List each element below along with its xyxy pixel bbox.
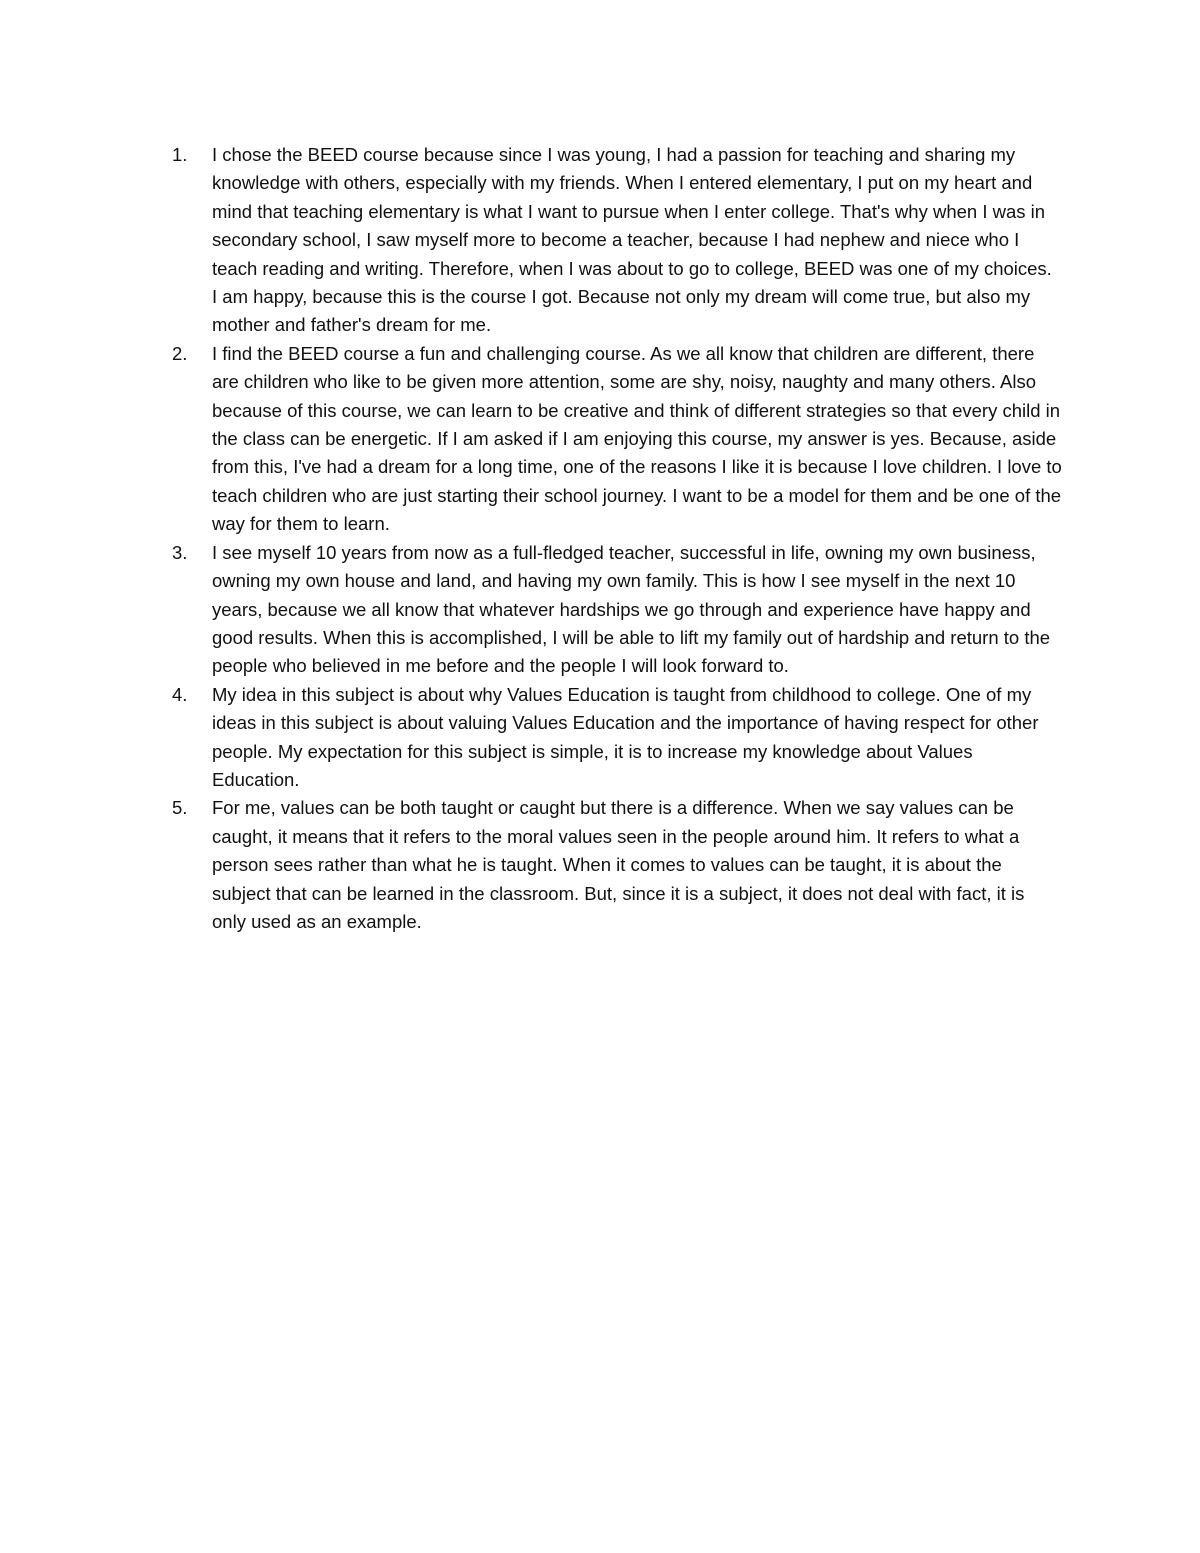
answer-text: I see myself 10 years from now as a full-fledged teacher, successful in life, owning my own business, owning my own house and land, and having my own family. This is how I see myself in the next 10 years, because we all know that whatever hardships we go through and experience have happy and good results. When this is accomplished, I will be able to lift my family out of hardship and return to the people who believed in me before and the people I will look forward to.: [212, 541, 1051, 677]
answer-text: My idea in this subject is about why Values Education is taught from childhood to college. One of my ideas in this subject is about valuing Values Education and the importance of having respect for other people. My expectation for this subject is simple, it is to increase my knowledge about Values Education.: [212, 683, 1039, 790]
answer-text: I find the BEED course a fun and challenging course. As we all know that children are different, there are children who like to be given more attention, some are shy, noisy, naughty and many others. Also because of this course, we can learn to be creative and think of different strategies so that every child in the class can be energetic. If I am asked if I am enjoying this course, my answer is yes. Because, aside from this, I've had a dream for a long time, one of the reasons I like it is because I love children. I love to teach children who are just starting their school journey. I want to be a model for them and be one of the way for them to learn.: [212, 342, 1062, 535]
answer-list: [172, 141, 1062, 936]
answer-item-2: [172, 340, 1062, 539]
answer-text: For me, values can be both taught or caught but there is a difference. When we say values can be caught, it means that it refers to the moral values seen in the people around him. It refers to what a person sees rather than what he is taught. When it comes to values can be taught, it is about the subject that can be learned in the classroom. But, since it is a subject, it does not deal with fact, it is only used as an example.: [212, 797, 1025, 932]
answer-item-4: [172, 681, 1062, 795]
answer-item-5: [172, 794, 1062, 936]
answer-item-3: [172, 539, 1062, 681]
answer-text: I chose the BEED course because since I was young, I had a passion for teaching and sharing my knowledge with others, especially with my friends. When I entered elementary, I put on my heart and mind that teaching elementary is what I want to pursue when I enter college. That's why when I was in secondary school, I saw myself more to become a teacher, because I had nephew and niece who I teach reading and writing. Therefore, when I was about to go to college, BEED was one of my choices. I am happy, because this is the course I got. Because not only my dream will come true, but also my mother and father's dream for me.: [212, 144, 1052, 336]
answer-number: 1.: [172, 144, 188, 165]
answer-number: 5.: [172, 797, 188, 819]
answer-item-1: [172, 141, 1062, 340]
answer-number: 2.: [172, 342, 188, 364]
answer-number: 3.: [172, 541, 188, 563]
answer-number: 4.: [172, 683, 188, 705]
